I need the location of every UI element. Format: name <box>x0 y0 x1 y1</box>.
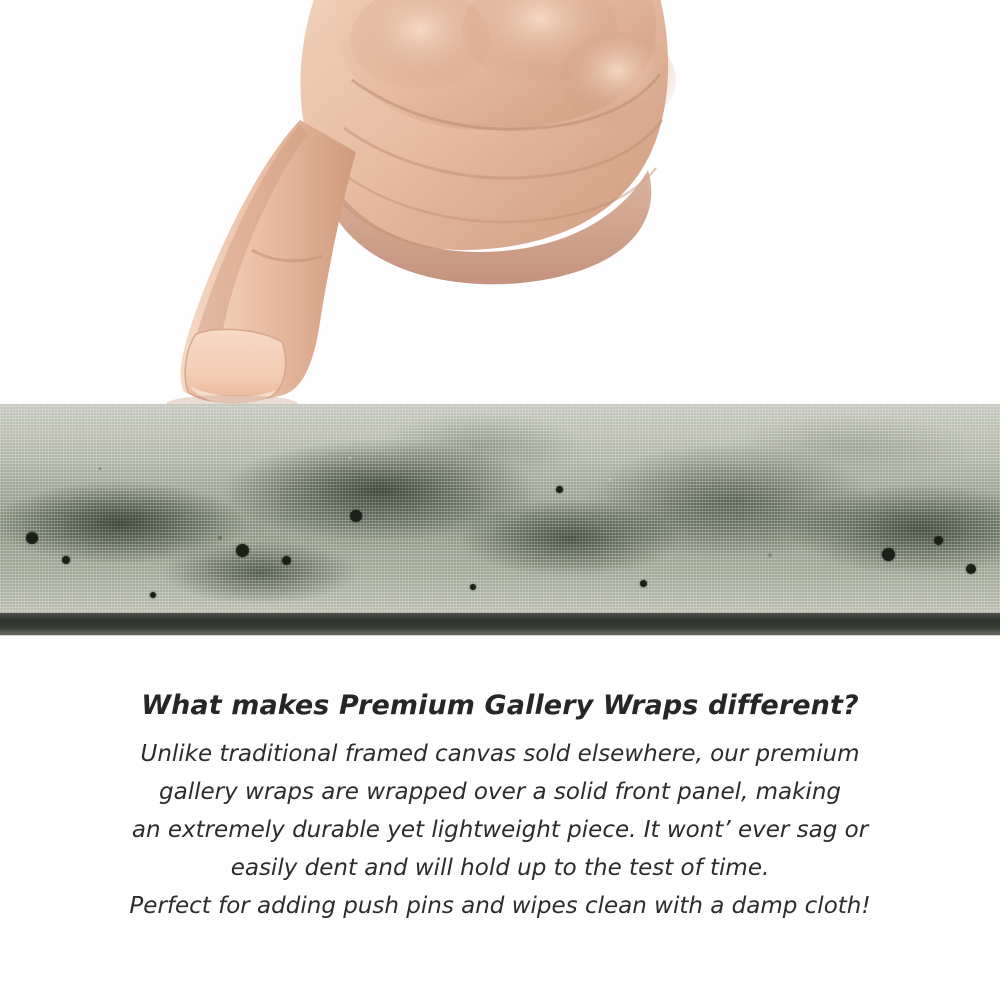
marketing-copy <box>0 690 1000 925</box>
canvas-speck <box>882 548 895 561</box>
canvas-speck <box>26 532 38 544</box>
canvas-speck <box>470 584 476 590</box>
canvas-speck <box>934 536 943 545</box>
hand-svg <box>0 0 1000 420</box>
canvas-speck <box>966 564 976 574</box>
copy-line: easily dent and will hold up to the test of time. <box>230 855 770 881</box>
copy-heading: What makes Premium Gallery Wraps different? <box>141 690 859 721</box>
hand-illustration <box>0 0 1000 420</box>
copy-line: Unlike traditional framed canvas sold elsewhere, our premium <box>140 741 860 767</box>
knuckle-highlight-3 <box>560 32 676 128</box>
copy-line: gallery wraps are wrapped over a solid front panel, making <box>159 779 841 805</box>
copy-line: an extremely durable yet lightweight piece. It wont’ ever sag or <box>131 817 869 843</box>
canvas-speck <box>150 592 156 598</box>
canvas-speck <box>640 580 647 587</box>
canvas-grain-texture <box>0 404 1000 620</box>
canvas-speck <box>62 556 70 564</box>
canvas-speck <box>236 544 249 557</box>
canvas-speck <box>556 486 563 493</box>
canvas-speck <box>350 510 362 522</box>
canvas-edge-strip <box>0 404 1000 636</box>
canvas-drop-shadow <box>0 632 1000 636</box>
canvas-speck <box>282 556 291 565</box>
copy-line: Perfect for adding push pins and wipes clean with a damp cloth! <box>129 893 871 919</box>
